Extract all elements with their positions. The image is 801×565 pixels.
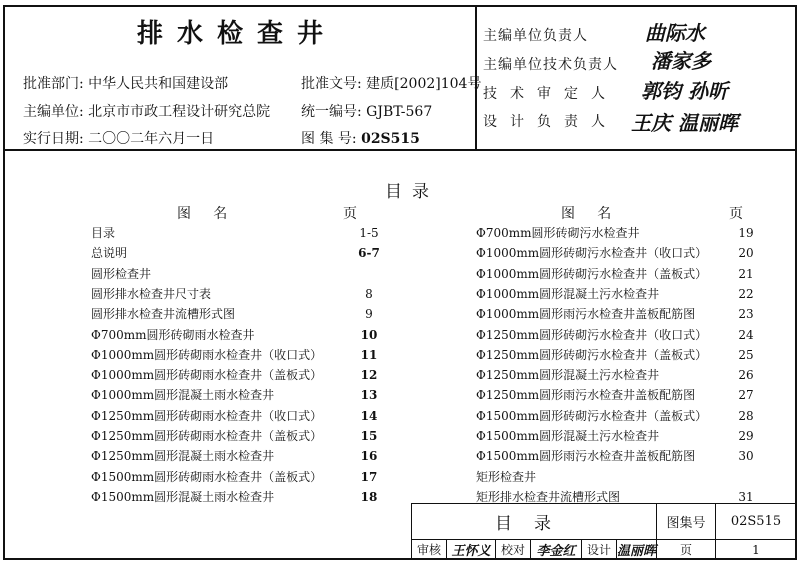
toc-entry — [91, 265, 381, 284]
editor-unit-label: 主编单位: — [23, 104, 84, 120]
tb-review-label: 审核 — [411, 539, 447, 560]
unified-no-label: 统一编号: — [301, 104, 362, 120]
atlas-no-label: 图 集 号: — [301, 131, 357, 147]
unified-no — [301, 101, 432, 121]
toc-entry — [476, 468, 776, 487]
toc-entry-name: Φ1250mm圆形砖砌污水检查井（盖板式） — [476, 347, 708, 362]
toc-entry-name: Φ1250mm圆形混凝土污水检查井 — [476, 368, 660, 383]
approval-dept — [23, 73, 228, 93]
tb-check-label: 校对 — [495, 539, 531, 560]
toc-entry-name: Φ1000mm圆形砖砌雨水检查井（收口式） — [91, 347, 323, 362]
toc-entry-name: 总说明 — [91, 246, 128, 261]
toc-entry-page: 31 — [738, 489, 754, 504]
toc-entry-name: Φ1000mm圆形混凝土污水检查井 — [476, 286, 660, 301]
toc-entry — [91, 427, 381, 446]
toc-entry-page: 6-7 — [358, 246, 380, 261]
toc-entry-page: 12 — [360, 368, 378, 383]
tb-sheet-title: 目录 — [411, 503, 657, 540]
toc-entry-name: Φ1500mm圆形雨污水检查井盖板配筋图 — [476, 449, 696, 464]
unified-no-value: GJBT-567 — [366, 104, 433, 120]
toc-entry-page: 14 — [360, 408, 378, 423]
toc-entry-page: 28 — [738, 408, 754, 423]
toc-entry-name: Φ1250mm圆形雨污水检查井盖板配筋图 — [476, 388, 696, 403]
toc-entry — [476, 407, 776, 426]
approval-doc-value: 建质[2002]104号 — [366, 76, 482, 92]
toc-entry — [91, 244, 381, 263]
toc-entry-page: 18 — [360, 489, 378, 504]
approval-doc — [301, 73, 481, 93]
toc-entry-page: 16 — [360, 449, 378, 464]
impl-date-value: 二〇〇二年六月一日 — [88, 131, 215, 147]
toc-entry — [91, 326, 381, 345]
toc-left-col-page: 页 — [343, 206, 357, 222]
tb-design-signature: 温丽晖 — [616, 539, 657, 560]
toc-entry-page: 27 — [738, 388, 754, 403]
toc-entry-name: Φ1000mm圆形砖砌污水检查井（盖板式） — [476, 266, 708, 281]
approval-doc-label: 批准文号: — [301, 76, 362, 92]
toc-entry-page: 26 — [738, 368, 754, 383]
toc-entry — [91, 285, 381, 304]
toc-entry — [476, 244, 776, 263]
toc-entry-name: 圆形排水检查井流槽形式图 — [91, 307, 236, 322]
toc-entry — [91, 386, 381, 405]
tb-review-signature: 王怀义 — [446, 539, 496, 560]
drawing-sheet — [3, 5, 797, 560]
toc-entry — [476, 305, 776, 324]
approval-dept-label: 批准部门: — [23, 76, 84, 92]
toc-entry-page: 19 — [738, 226, 754, 240]
toc-entry — [476, 285, 776, 304]
signature-reviewer: 郭钧 孙昕 — [641, 79, 728, 103]
toc-entry-page: 24 — [738, 327, 754, 342]
tb-page-label: 页 — [656, 539, 716, 560]
toc-entry — [476, 346, 776, 365]
atlas-title: 排水检查井 — [137, 19, 338, 49]
toc-entry-name: Φ1250mm圆形砖砌雨水检查井（盖板式） — [91, 429, 323, 443]
impl-date — [23, 128, 214, 148]
title-block — [411, 503, 797, 560]
editor-unit — [23, 101, 270, 121]
tb-check-signature: 李金红 — [530, 539, 582, 560]
tb-atlas-label: 图集号 — [656, 503, 716, 540]
toc-entry-page: 30 — [738, 449, 754, 464]
tb-design-label: 设计 — [581, 539, 617, 560]
toc-entry-name: Φ1000mm圆形混凝土雨水检查井 — [91, 388, 275, 403]
signature-designer: 王庆 温丽晖 — [631, 111, 738, 135]
toc-entry-page: 17 — [360, 469, 378, 484]
editor-unit-value: 北京市市政工程设计研究总院 — [88, 104, 271, 120]
toc-entry — [476, 265, 776, 284]
toc-title: 目录 — [385, 182, 439, 202]
toc-entry — [91, 447, 381, 466]
toc-entry — [476, 386, 776, 405]
toc-right-col-page: 页 — [729, 206, 743, 222]
toc-entry — [476, 427, 776, 446]
toc-entry — [91, 488, 381, 507]
toc-entry-page: 11 — [360, 347, 378, 362]
toc-entry-name: Φ1500mm圆形混凝土雨水检查井 — [91, 489, 275, 504]
toc-entry-page: 23 — [738, 307, 754, 322]
toc-entry-name: Φ1250mm圆形混凝土雨水检查井 — [91, 449, 275, 464]
toc-entry-name: Φ1000mm圆形雨污水检查井盖板配筋图 — [476, 307, 696, 322]
toc-entry-name: Φ1500mm圆形砖砌污水检查井（盖板式） — [476, 408, 708, 423]
toc-entry — [476, 447, 776, 466]
toc-entry-name: Φ1250mm圆形砖砌污水检查井（收口式） — [476, 327, 708, 342]
toc-entry — [91, 407, 381, 426]
toc-entry-name: Φ1000mm圆形砖砌污水检查井（收口式） — [476, 246, 708, 261]
toc-entry-name: 矩形排水检查井流槽形式图 — [476, 489, 621, 504]
toc-entry-name: Φ1500mm圆形混凝土污水检查井 — [476, 429, 660, 443]
atlas-no — [301, 128, 420, 148]
resp-label-tech: 主编单位技术负责人 — [483, 57, 618, 73]
toc-entry — [91, 224, 381, 243]
header-divider — [5, 149, 795, 151]
toc-entry-page: 9 — [365, 307, 373, 322]
toc-entry — [476, 366, 776, 385]
toc-entry — [476, 224, 776, 243]
impl-date-label: 实行日期: — [23, 131, 84, 147]
toc-entry-name: Φ700mm圆形砖砌雨水检查井 — [91, 327, 255, 342]
toc-entry — [91, 366, 381, 385]
toc-entry-name: 矩形检查井 — [476, 469, 537, 484]
toc-entry-page: 25 — [738, 347, 754, 362]
toc-entry-page: 10 — [360, 327, 378, 342]
toc-entry-page: 21 — [738, 266, 754, 281]
toc-entry — [476, 326, 776, 345]
toc-entry-name: Φ1000mm圆形砖砌雨水检查井（盖板式） — [91, 368, 323, 383]
toc-entry-name: 圆形检查井 — [91, 266, 152, 281]
toc-entry-page: 20 — [738, 246, 754, 261]
toc-right-col-name: 图 名 — [561, 206, 612, 222]
approval-dept-value: 中华人民共和国建设部 — [88, 76, 229, 92]
resp-label-chief: 主编单位负责人 — [483, 28, 588, 44]
signature-tech: 潘家多 — [651, 49, 711, 73]
toc-entry-page: 29 — [738, 429, 754, 443]
toc-entry-name: Φ1500mm圆形砖砌雨水检查井（盖板式） — [91, 469, 323, 484]
toc-entry-name: Φ1250mm圆形砖砌雨水检查井（收口式） — [91, 408, 323, 423]
toc-entry-name: Φ700mm圆形砖砌污水检查井 — [476, 226, 640, 240]
toc-entry-page: 8 — [365, 286, 373, 301]
toc-entry — [91, 468, 381, 487]
toc-entry-name: 圆形排水检查井尺寸表 — [91, 286, 212, 301]
toc-left-col-name: 图 名 — [177, 206, 228, 222]
atlas-no-value: 02S515 — [361, 131, 420, 147]
resp-label-designer: 设计负责人 — [483, 114, 618, 130]
toc-entry-name: 目录 — [91, 226, 116, 240]
signature-chief: 曲际水 — [645, 21, 705, 45]
resp-label-reviewer: 技术审定人 — [483, 86, 618, 102]
toc-entry-page: 15 — [360, 429, 378, 443]
tb-atlas-value: 02S515 — [715, 503, 797, 540]
toc-entry — [91, 305, 381, 324]
tb-page-value: 1 — [715, 539, 797, 560]
toc-entry-page: 22 — [738, 286, 754, 301]
toc-entry — [91, 346, 381, 365]
toc-entry-page: 13 — [360, 388, 378, 403]
toc-entry-page: 1-5 — [359, 226, 379, 240]
